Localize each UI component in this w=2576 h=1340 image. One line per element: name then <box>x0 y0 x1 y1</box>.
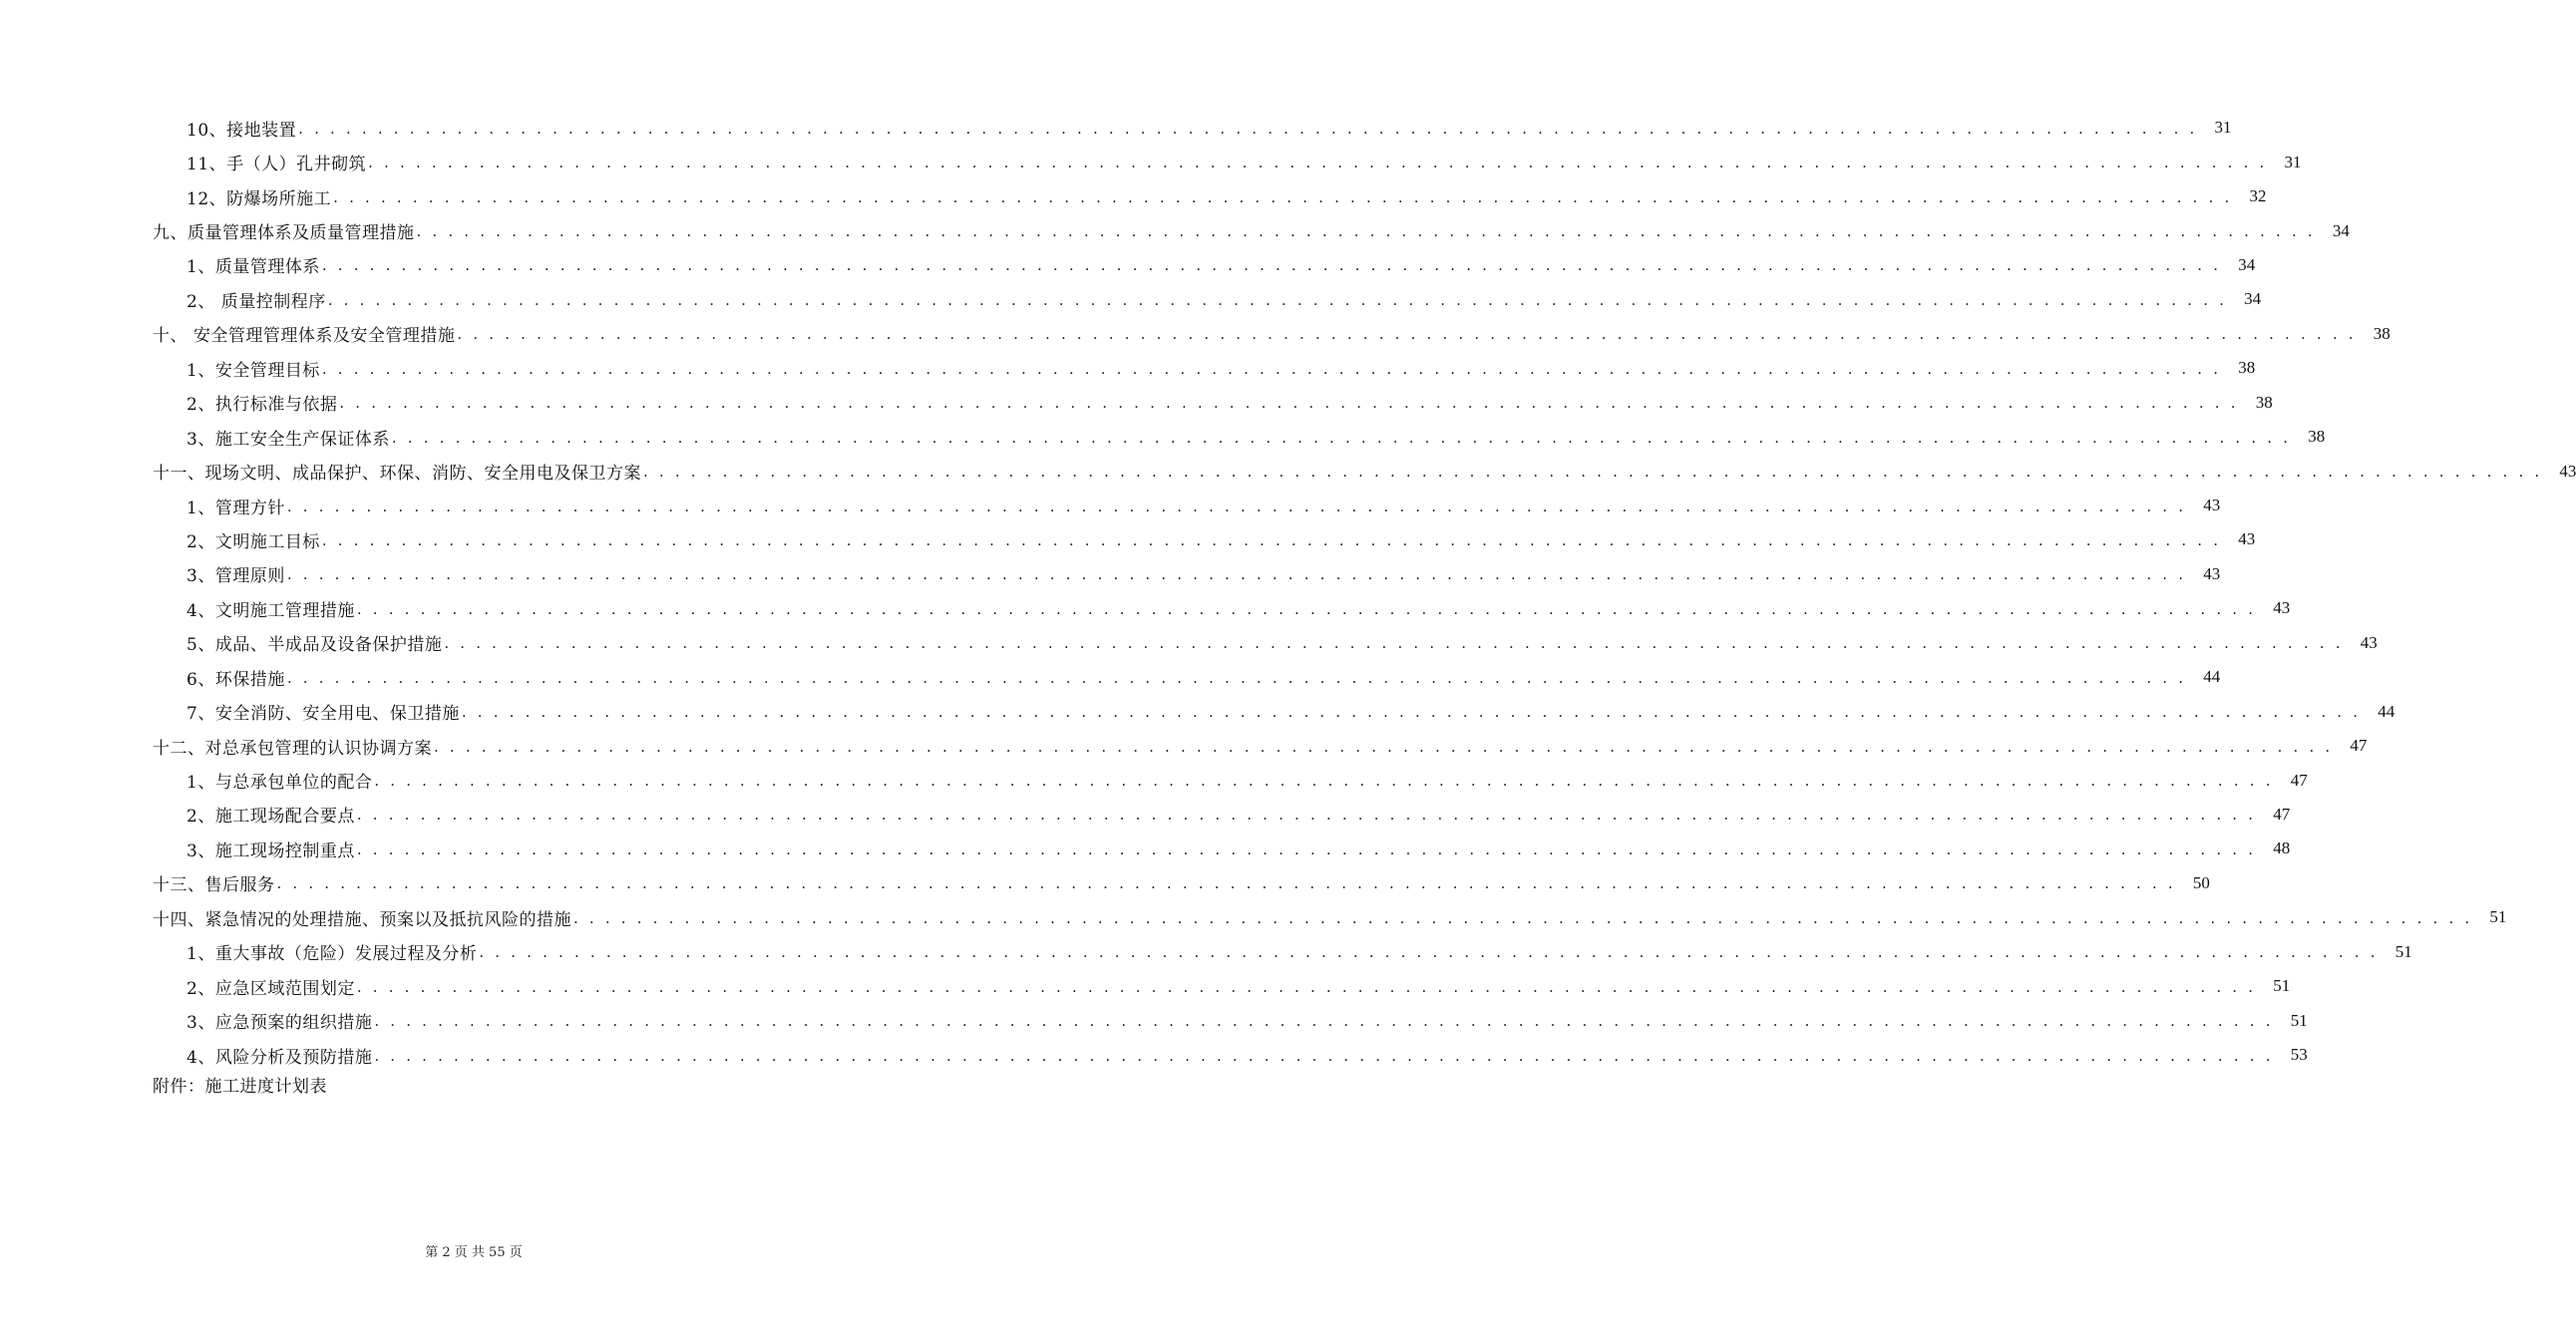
toc-entry-title: 10、接地装置 <box>186 120 297 141</box>
toc-entry[interactable] <box>0 1003 2308 1037</box>
toc-entry-title: 1、重大事故（危险）发展过程及分析 <box>186 944 478 965</box>
toc-entry-title: 十、 安全管理管理体系及安全管理措施 <box>153 326 456 347</box>
toc-entry-page-number: 38 <box>2255 392 2273 412</box>
dot-leader: . . . . . . . . . . . . . . . . . . . . . . . . . . . . . . . . . . . . . . . . . . . . . . . . . . . . . . . . . . . . . . . . . . . . . . . . . . . . . . . . . . . . . . . . . . . . . . . . . . . . . . . . . . . . . . . . . . . . . . . . <box>434 737 2334 756</box>
toc-entry[interactable] <box>0 282 2262 316</box>
toc-entry-page-number: 32 <box>2249 186 2267 206</box>
toc-entry-title: 4、文明施工管理措施 <box>186 600 355 621</box>
dot-leader: . . . . . . . . . . . . . . . . . . . . . . . . . . . . . . . . . . . . . . . . . . . . . . . . . . . . . . . . . . . . . . . . . . . . . . . . . . . . . . . . . . . . . . . . . . . . . . . . . . . . . . . . . . . . . . . . . . . . . . . . <box>356 599 2257 618</box>
toc-entry-title: 7、安全消防、安全用电、保卫措施 <box>186 704 460 725</box>
toc-entry-page-number: 44 <box>2378 701 2395 721</box>
appendix-entry: 附件：施工进度计划表 <box>153 1077 327 1097</box>
toc-entry-page-number: 34 <box>2332 220 2350 240</box>
dot-leader: . . . . . . . . . . . . . . . . . . . . . . . . . . . . . . . . . . . . . . . . . . . . . . . . . . . . . . . . . . . . . . . . . . . . . . . . . . . . . . . . . . . . . . . . . . . . . . . . . . . . . . . . . . . . . . . . . . . . . . . . <box>643 463 2543 482</box>
toc-entry[interactable] <box>0 626 2378 660</box>
toc-entry-page-number: 43 <box>2273 598 2291 618</box>
toc-entry[interactable] <box>0 935 2412 969</box>
dot-leader: . . . . . . . . . . . . . . . . . . . . . . . . . . . . . . . . . . . . . . . . . . . . . . . . . . . . . . . . . . . . . . . . . . . . . . . . . . . . . . . . . . . . . . . . . . . . . . . . . . . . . . . . . . . . . . . . . . . . . . . . <box>368 154 2268 172</box>
dot-leader: . . . . . . . . . . . . . . . . . . . . . . . . . . . . . . . . . . . . . . . . . . . . . . . . . . . . . . . . . . . . . . . . . . . . . . . . . . . . . . . . . . . . . . . . . . . . . . . . . . . . . . . . . . . . . . . . . . . . . . . . <box>286 668 2187 687</box>
toc-entry-title: 2、施工现场配合要点 <box>186 807 355 828</box>
toc-entry[interactable] <box>0 729 2368 763</box>
toc-entry[interactable] <box>0 386 2273 420</box>
dot-leader: . . . . . . . . . . . . . . . . . . . . . . . . . . . . . . . . . . . . . . . . . . . . . . . . . . . . . . . . . . . . . . . . . . . . . . . . . . . . . . . . . . . . . . . . . . . . . . . . . . . . . . . . . . . . . . . . . . . . . . . . <box>321 530 2222 549</box>
dot-leader: . . . . . . . . . . . . . . . . . . . . . . . . . . . . . . . . . . . . . . . . . . . . . . . . . . . . . . . . . . . . . . . . . . . . . . . . . . . . . . . . . . . . . . . . . . . . . . . . . . . . . . . . . . . . . . . . . . . . . . . . <box>356 839 2257 858</box>
toc-entry-title: 1、与总承包单位的配合 <box>186 773 373 794</box>
dot-leader: . . . . . . . . . . . . . . . . . . . . . . . . . . . . . . . . . . . . . . . . . . . . . . . . . . . . . . . . . . . . . . . . . . . . . . . . . . . . . . . . . . . . . . . . . . . . . . . . . . . . . . . . . . . . . . . . . . . . . . . . <box>457 325 2357 344</box>
dot-leader: . . . . . . . . . . . . . . . . . . . . . . . . . . . . . . . . . . . . . . . . . . . . . . . . . . . . . . . . . . . . . . . . . . . . . . . . . . . . . . . . . . . . . . . . . . . . . . . . . . . . . . . . . . . . . . . . . . . . . . . . <box>276 874 2176 893</box>
toc-entry-page-number: 47 <box>2273 804 2291 824</box>
toc-entry[interactable] <box>0 111 2232 145</box>
dot-leader: . . . . . . . . . . . . . . . . . . . . . . . . . . . . . . . . . . . . . . . . . . . . . . . . . . . . . . . . . . . . . . . . . . . . . . . . . . . . . . . . . . . . . . . . . . . . . . . . . . . . . . . . . . . . . . . . . . . . . . . . <box>298 119 2198 138</box>
toc-entry[interactable] <box>0 454 2576 488</box>
toc-entry-title: 2、应急区域范围划定 <box>186 978 355 999</box>
toc-entry[interactable] <box>0 248 2256 282</box>
dot-leader: . . . . . . . . . . . . . . . . . . . . . . . . . . . . . . . . . . . . . . . . . . . . . . . . . . . . . . . . . . . . . . . . . . . . . . . . . . . . . . . . . . . . . . . . . . . . . . . . . . . . . . . . . . . . . . . . . . . . . . . . <box>286 497 2187 515</box>
dot-leader: . . . . . . . . . . . . . . . . . . . . . . . . . . . . . . . . . . . . . . . . . . . . . . . . . . . . . . . . . . . . . . . . . . . . . . . . . . . . . . . . . . . . . . . . . . . . . . . . . . . . . . . . . . . . . . . . . . . . . . . . <box>339 394 2239 413</box>
toc-entry-title: 5、成品、半成品及设备保护措施 <box>186 635 443 656</box>
dot-leader: . . . . . . . . . . . . . . . . . . . . . . . . . . . . . . . . . . . . . . . . . . . . . . . . . . . . . . . . . . . . . . . . . . . . . . . . . . . . . . . . . . . . . . . . . . . . . . . . . . . . . . . . . . . . . . . . . . . . . . . . <box>321 359 2222 378</box>
dot-leader: . . . . . . . . . . . . . . . . . . . . . . . . . . . . . . . . . . . . . . . . . . . . . . . . . . . . . . . . . . . . . . . . . . . . . . . . . . . . . . . . . . . . . . . . . . . . . . . . . . . . . . . . . . . . . . . . . . . . . . . . <box>573 908 2473 927</box>
toc-entry[interactable] <box>0 969 2291 1003</box>
toc-entry-page-number: 43 <box>2360 632 2378 652</box>
toc-entry[interactable] <box>0 591 2291 625</box>
toc-entry-title: 6、环保措施 <box>186 669 285 690</box>
toc-entry-page-number: 38 <box>2308 427 2326 447</box>
dot-leader: . . . . . . . . . . . . . . . . . . . . . . . . . . . . . . . . . . . . . . . . . . . . . . . . . . . . . . . . . . . . . . . . . . . . . . . . . . . . . . . . . . . . . . . . . . . . . . . . . . . . . . . . . . . . . . . . . . . . . . . . <box>479 943 2379 962</box>
dot-leader: . . . . . . . . . . . . . . . . . . . . . . . . . . . . . . . . . . . . . . . . . . . . . . . . . . . . . . . . . . . . . . . . . . . . . . . . . . . . . . . . . . . . . . . . . . . . . . . . . . . . . . . . . . . . . . . . . . . . . . . . <box>356 977 2257 996</box>
toc-entry-title: 2、文明施工目标 <box>186 531 320 552</box>
toc-entry-page-number: 53 <box>2290 1045 2308 1065</box>
toc-entry-page-number: 51 <box>2273 976 2291 996</box>
toc-entry[interactable] <box>0 557 2221 591</box>
toc-entry-title: 3、施工安全生产保证体系 <box>186 429 390 450</box>
table-of-contents <box>0 111 2576 1072</box>
toc-entry-page-number: 43 <box>2238 529 2256 549</box>
dot-leader: . . . . . . . . . . . . . . . . . . . . . . . . . . . . . . . . . . . . . . . . . . . . . . . . . . . . . . . . . . . . . . . . . . . . . . . . . . . . . . . . . . . . . . . . . . . . . . . . . . . . . . . . . . . . . . . . . . . . . . . . <box>321 256 2222 275</box>
toc-entry-page-number: 44 <box>2203 667 2221 687</box>
toc-entry[interactable] <box>0 420 2326 454</box>
dot-leader: . . . . . . . . . . . . . . . . . . . . . . . . . . . . . . . . . . . . . . . . . . . . . . . . . . . . . . . . . . . . . . . . . . . . . . . . . . . . . . . . . . . . . . . . . . . . . . . . . . . . . . . . . . . . . . . . . . . . . . . . <box>374 1046 2274 1065</box>
toc-entry-page-number: 31 <box>2214 118 2232 138</box>
toc-entry[interactable] <box>0 145 2302 178</box>
toc-entry-page-number: 47 <box>2290 770 2308 790</box>
toc-entry-page-number: 31 <box>2284 152 2302 171</box>
toc-entry[interactable] <box>0 660 2221 694</box>
toc-entry-page-number: 34 <box>2238 254 2256 274</box>
toc-entry-page-number: 43 <box>2203 496 2221 515</box>
toc-entry-title: 3、应急预案的组织措施 <box>186 1013 373 1034</box>
toc-entry-title: 九、质量管理体系及质量管理措施 <box>153 223 415 244</box>
page-footer: 第 2 页 共 55 页 <box>425 1245 523 1260</box>
toc-entry[interactable] <box>0 317 2391 351</box>
dot-leader: . . . . . . . . . . . . . . . . . . . . . . . . . . . . . . . . . . . . . . . . . . . . . . . . . . . . . . . . . . . . . . . . . . . . . . . . . . . . . . . . . . . . . . . . . . . . . . . . . . . . . . . . . . . . . . . . . . . . . . . . <box>444 634 2344 653</box>
dot-leader: . . . . . . . . . . . . . . . . . . . . . . . . . . . . . . . . . . . . . . . . . . . . . . . . . . . . . . . . . . . . . . . . . . . . . . . . . . . . . . . . . . . . . . . . . . . . . . . . . . . . . . . . . . . . . . . . . . . . . . . . <box>333 187 2233 206</box>
toc-entry[interactable] <box>0 866 2210 900</box>
dot-leader: . . . . . . . . . . . . . . . . . . . . . . . . . . . . . . . . . . . . . . . . . . . . . . . . . . . . . . . . . . . . . . . . . . . . . . . . . . . . . . . . . . . . . . . . . . . . . . . . . . . . . . . . . . . . . . . . . . . . . . . . <box>374 1012 2274 1031</box>
dot-leader: . . . . . . . . . . . . . . . . . . . . . . . . . . . . . . . . . . . . . . . . . . . . . . . . . . . . . . . . . . . . . . . . . . . . . . . . . . . . . . . . . . . . . . . . . . . . . . . . . . . . . . . . . . . . . . . . . . . . . . . . <box>374 772 2274 791</box>
toc-entry[interactable] <box>0 1038 2308 1072</box>
toc-entry-page-number: 34 <box>2244 289 2262 309</box>
toc-entry-title: 十一、现场文明、成品保护、环保、消防、安全用电及保卫方案 <box>153 464 641 485</box>
toc-entry-page-number: 51 <box>2394 941 2412 961</box>
toc-entry-title: 2、 质量控制程序 <box>186 291 326 312</box>
dot-leader: . . . . . . . . . . . . . . . . . . . . . . . . . . . . . . . . . . . . . . . . . . . . . . . . . . . . . . . . . . . . . . . . . . . . . . . . . . . . . . . . . . . . . . . . . . . . . . . . . . . . . . . . . . . . . . . . . . . . . . . . <box>327 290 2228 309</box>
toc-entry-title: 十三、售后服务 <box>153 875 275 896</box>
toc-entry-page-number: 43 <box>2559 461 2576 481</box>
toc-entry[interactable] <box>0 798 2291 832</box>
dot-leader: . . . . . . . . . . . . . . . . . . . . . . . . . . . . . . . . . . . . . . . . . . . . . . . . . . . . . . . . . . . . . . . . . . . . . . . . . . . . . . . . . . . . . . . . . . . . . . . . . . . . . . . . . . . . . . . . . . . . . . . . <box>286 565 2187 584</box>
toc-entry-title: 11、手（人）孔井砌筑 <box>186 155 367 175</box>
toc-entry-page-number: 38 <box>2373 323 2391 343</box>
toc-entry[interactable] <box>0 900 2507 934</box>
toc-entry-page-number: 38 <box>2238 358 2256 378</box>
dot-leader: . . . . . . . . . . . . . . . . . . . . . . . . . . . . . . . . . . . . . . . . . . . . . . . . . . . . . . . . . . . . . . . . . . . . . . . . . . . . . . . . . . . . . . . . . . . . . . . . . . . . . . . . . . . . . . . . . . . . . . . . <box>391 428 2292 447</box>
toc-entry-title: 2、执行标准与依据 <box>186 395 338 416</box>
toc-entry-title: 十二、对总承包管理的认识协调方案 <box>153 738 432 759</box>
toc-entry[interactable] <box>0 213 2350 247</box>
toc-entry[interactable] <box>0 694 2395 728</box>
toc-entry[interactable] <box>0 489 2221 522</box>
toc-entry-title: 1、安全管理目标 <box>186 360 320 381</box>
dot-leader: . . . . . . . . . . . . . . . . . . . . . . . . . . . . . . . . . . . . . . . . . . . . . . . . . . . . . . . . . . . . . . . . . . . . . . . . . . . . . . . . . . . . . . . . . . . . . . . . . . . . . . . . . . . . . . . . . . . . . . . . <box>461 703 2362 722</box>
toc-entry-title: 十四、紧急情况的处理措施、预案以及抵抗风险的措施 <box>153 909 571 930</box>
toc-entry[interactable] <box>0 179 2267 213</box>
toc-entry-title: 1、质量管理体系 <box>186 257 320 278</box>
toc-entry[interactable] <box>0 832 2291 865</box>
toc-entry[interactable] <box>0 763 2308 797</box>
toc-entry-title: 4、风险分析及预防措施 <box>186 1047 373 1068</box>
toc-entry-title: 12、防爆场所施工 <box>186 188 332 209</box>
dot-leader: . . . . . . . . . . . . . . . . . . . . . . . . . . . . . . . . . . . . . . . . . . . . . . . . . . . . . . . . . . . . . . . . . . . . . . . . . . . . . . . . . . . . . . . . . . . . . . . . . . . . . . . . . . . . . . . . . . . . . . . . <box>416 222 2316 241</box>
toc-entry-title: 3、施工现场控制重点 <box>186 840 355 861</box>
dot-leader: . . . . . . . . . . . . . . . . . . . . . . . . . . . . . . . . . . . . . . . . . . . . . . . . . . . . . . . . . . . . . . . . . . . . . . . . . . . . . . . . . . . . . . . . . . . . . . . . . . . . . . . . . . . . . . . . . . . . . . . . <box>356 806 2257 825</box>
toc-entry-page-number: 48 <box>2273 838 2291 858</box>
toc-entry-title: 3、管理原则 <box>186 566 285 587</box>
toc-entry-title: 1、管理方针 <box>186 498 285 518</box>
toc-entry[interactable] <box>0 522 2256 556</box>
toc-entry-page-number: 47 <box>2350 736 2368 756</box>
toc-entry-page-number: 51 <box>2290 1010 2308 1030</box>
toc-entry[interactable] <box>0 351 2256 385</box>
toc-entry-page-number: 51 <box>2489 907 2507 927</box>
toc-entry-page-number: 50 <box>2192 872 2210 892</box>
toc-entry-page-number: 43 <box>2203 563 2221 583</box>
